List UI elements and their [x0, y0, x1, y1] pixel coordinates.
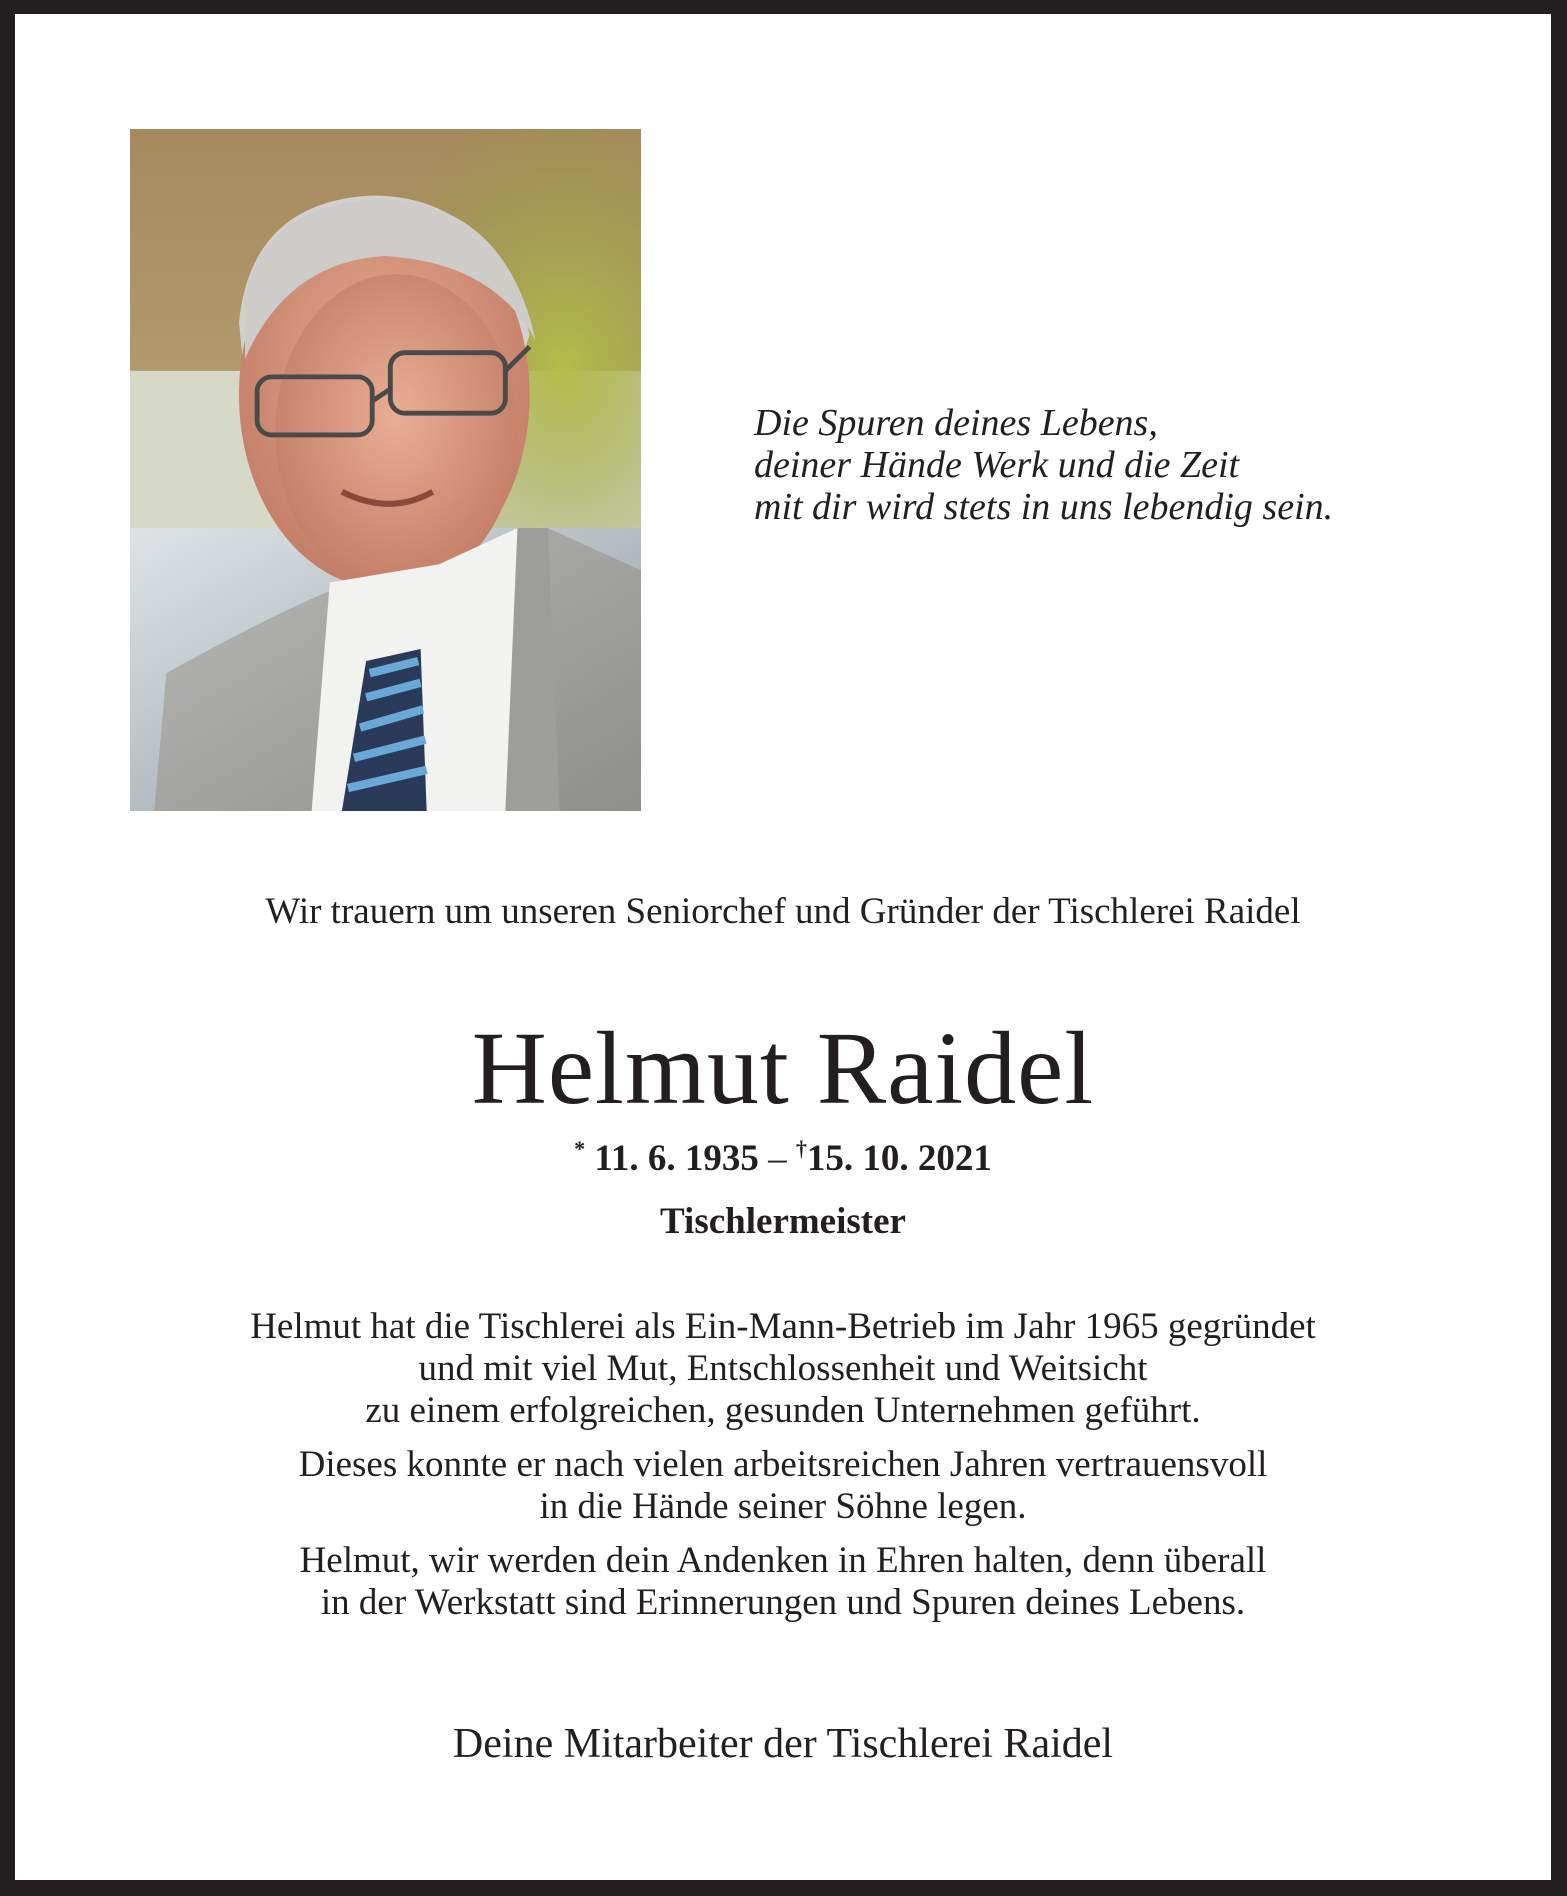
obituary-text [15, 1306, 1551, 1636]
portrait-photo [130, 129, 641, 811]
death-symbol: † [795, 1136, 807, 1161]
deceased-name: Helmut Raidel [471, 1011, 1095, 1126]
life-dates [15, 1136, 1551, 1180]
quote-line: Die Spuren deines Lebens, [754, 402, 1158, 444]
obituary-page [15, 14, 1551, 1880]
text-line: und mit viel Mut, Entschlossenheit und Weitsicht [418, 1348, 1148, 1389]
text-line: in der Werkstatt sind Erinnerungen und Spuren deines Lebens. [320, 1582, 1246, 1623]
intro-line: Wir trauern um unseren Seniorchef und Gründer der Tischlerei Raidel [265, 891, 1301, 932]
text-line: in die Hände seiner Söhne legen. [539, 1486, 1027, 1527]
text-line: Helmut, wir werden dein Andenken in Ehren halten, denn überall [299, 1540, 1267, 1581]
memorial-quote [754, 402, 1333, 528]
text-line: Helmut hat die Tischlerei als Ein-Mann-Betrieb im Jahr 1965 gegründet [250, 1306, 1316, 1347]
quote-line: mit dir wird stets in uns lebendig sein. [754, 486, 1334, 528]
birth-symbol: * [574, 1136, 586, 1161]
text-line: Dieses konnte er nach vielen arbeitsreichen Jahren vertrauensvoll [298, 1444, 1268, 1485]
date-separator: – [768, 1138, 787, 1179]
paragraph [15, 1444, 1551, 1528]
death-date: 15. 10. 2021 [806, 1138, 992, 1179]
quote-line: deiner Hände Werk und die Zeit [754, 444, 1240, 486]
profession: Tischlermeister [660, 1201, 906, 1242]
text-line: zu einem erfolgreichen, gesunden Unternehmen geführt. [365, 1390, 1201, 1431]
birth-date: 11. 6. 1935 [594, 1138, 759, 1179]
paragraph [15, 1540, 1551, 1624]
signature: Deine Mitarbeiter der Tischlerei Raidel [452, 1721, 1114, 1767]
paragraph [15, 1306, 1551, 1432]
